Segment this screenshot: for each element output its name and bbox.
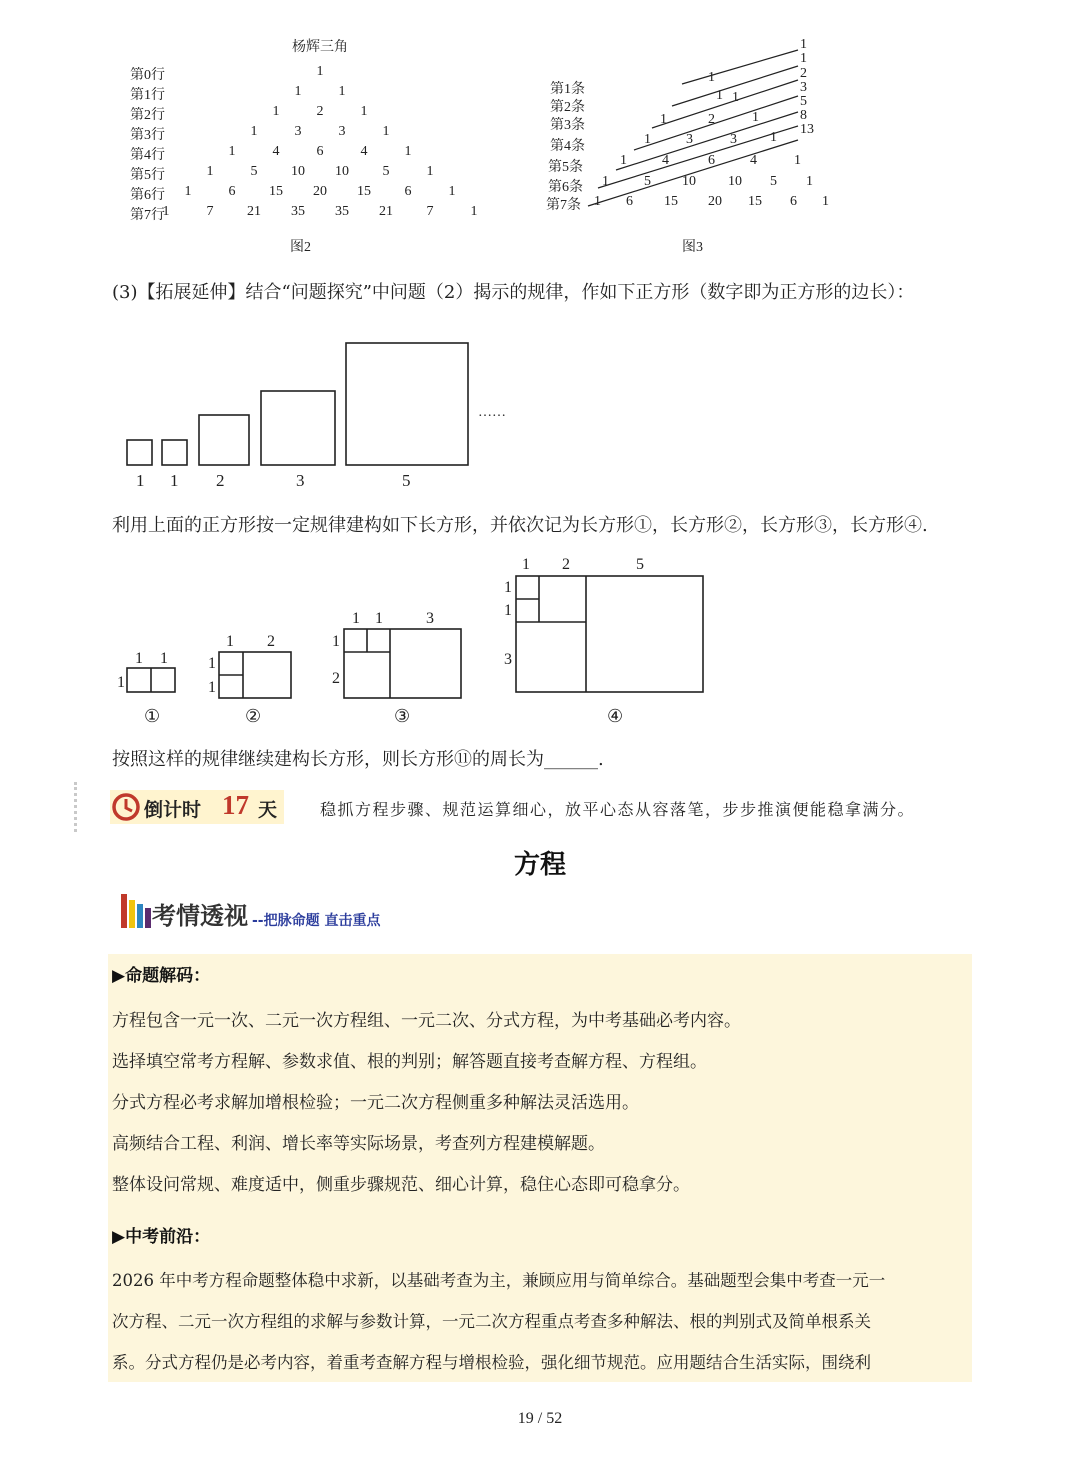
section-title: 方程 [513,850,566,880]
figure3-number: 5 [770,174,777,189]
rectangles-figure [110,550,730,732]
figure2-number: 1 [250,124,258,139]
figure2-number: 1 [206,164,214,179]
figure2-row-label: 第4行 [130,148,165,163]
figure2-number: 15 [357,184,371,199]
figure2-number: 21 [247,204,261,219]
figure3-line-label: 第2条 [550,100,585,115]
rect2-left-2: 1 [208,679,216,696]
figure2-number: 1 [162,204,170,219]
figure3-number: 1 [806,174,813,189]
figure2-row-label: 第5行 [130,168,165,183]
figure3-number: 4 [662,153,669,168]
figure2-number: 1 [360,104,368,119]
figure3-number: 1 [620,153,627,168]
figure3-sum-value: 8 [800,108,807,123]
figure3-number: 1 [732,90,739,105]
decode-line-2: 选择填空常考方程解、参数求值、根的判别；解答题直接考查解方程、方程组。 [112,1052,707,1072]
figure3-line-label: 第4条 [550,139,585,154]
figure3-sum-value: 2 [800,66,807,81]
figure2-number: 1 [382,124,390,139]
rect4-left-1: 1 [504,579,512,596]
frontier-line-3: 系。分式方程仍是必考内容，着重考查解方程与增根检验，强化细节规范。应用题结合生活实际，围绕利 [112,1353,871,1372]
binding-strip [74,782,85,832]
square-label-1b: 1 [170,471,179,490]
figure2-number: 7 [206,204,214,219]
countdown-motto: 稳抓方程步骤、规范运算细心，放平心态从容落笔，步步推演便能稳拿满分。 [320,800,916,819]
rect-intro: 利用上面的正方形按一定规律建构如下长方形，并依次记为长方形①，长方形②，长方形③，长方形④. [112,515,928,536]
figure3-number: 15 [664,194,678,209]
figure3-line-label: 第3条 [550,118,585,133]
rect2-top-1: 1 [226,633,234,650]
figure3-number: 6 [790,194,797,209]
figure3-number: 3 [686,132,693,147]
rect3-top-2: 1 [375,610,383,627]
square-label-5: 5 [402,471,411,490]
figure2-number: 3 [338,124,346,139]
decode-line-5: 整体设问常规、难度适中，侧重步骤规范、细心计算，稳住心态即可稳拿分。 [112,1175,690,1195]
figure2-number: 4 [272,144,280,159]
rect3-tag: ③ [394,706,411,726]
figure3-number: 4 [750,153,757,168]
rect4-top-3: 5 [636,556,644,573]
figure2-number: 1 [294,84,302,99]
figure2-row-label: 第7行 [130,208,165,223]
page-number: 19 / 52 [517,1410,563,1427]
rect1-left-1: 1 [117,674,125,691]
question3-ask: 按照这样的规律继续建构长方形，则长方形⑪的周长为______. [112,749,604,770]
rect3-top-3: 3 [426,610,434,627]
figure2-number: 1 [316,64,324,79]
analysis-banner [118,888,478,932]
figure3-number: 1 [594,194,601,209]
square-label-1a: 1 [136,471,145,490]
figure3-sum-value: 1 [800,37,807,52]
figure2-title: 杨辉三角 [292,40,348,55]
rect4-top-1: 1 [522,556,530,573]
pascal-triangle-figure [120,36,480,262]
decode-line-4: 高频结合工程、利润、增长率等实际场景，考查列方程建模解题。 [112,1134,605,1154]
decode-heading: ▶命题解码： [112,966,211,986]
figure3-line-label: 第7条 [546,198,581,213]
figure3-number: 1 [794,153,801,168]
figure2-number: 35 [335,204,349,219]
figure2-number: 7 [426,204,434,219]
countdown-days: 17 [222,790,249,820]
figure3-number: 10 [682,174,696,189]
frontier-heading: ▶中考前沿： [112,1227,211,1247]
decode-line-1: 方程包含一元一次、二元一次方程组、一元二次、分式方程，为中考基础必考内容。 [112,1011,741,1031]
rect2-top-2: 2 [267,633,275,650]
rect3-left-1: 1 [332,633,340,650]
square-2 [199,415,249,465]
countdown-badge [110,790,284,824]
figure3-number: 10 [728,174,742,189]
figure2-number: 6 [228,184,236,199]
figure2-row-label: 第3行 [130,128,165,143]
figure3-sum-value: 5 [800,94,807,109]
question3-prefix: (3)【拓展延伸】结合“问题探究”中问题（2）揭示的规律，作如下正方形（数字即为正方形的边长）： [112,282,915,303]
banner-subtitle: --把脉命题 直击重点 [252,913,381,929]
figure3-number: 1 [644,132,651,147]
figure3-number: 20 [708,194,722,209]
square-5 [346,343,468,465]
figure2-caption: 图2 [290,240,311,255]
rect4-tag: ④ [607,706,624,726]
figure2-number: 1 [272,104,280,119]
figure2-row-label: 第1行 [130,88,165,103]
figure2-number: 4 [360,144,368,159]
figure2-number: 21 [379,204,393,219]
figure3-number: 1 [822,194,829,209]
figure3-number: 15 [748,194,762,209]
figure2-row-label: 第6行 [130,188,165,203]
figure3-caption: 图3 [682,240,703,255]
squares-ellipsis: …… [478,405,506,420]
square-label-2: 2 [216,471,225,490]
rect3-left-2: 2 [332,670,340,687]
square-1a [127,440,152,465]
figure2-number: 1 [338,84,346,99]
diagonal-sum-figure [540,37,840,262]
figure3-line-label: 第5条 [548,160,583,175]
square-1b [162,440,187,465]
figure3-number: 5 [644,174,651,189]
figure2-number: 15 [269,184,283,199]
figure2-number: 5 [382,164,390,179]
figure2-number: 1 [448,184,456,199]
figure3-number: 6 [708,153,715,168]
figure3-line-label: 第6条 [548,180,583,195]
figure2-number: 10 [335,164,349,179]
figure3-number: 2 [708,112,715,127]
rect4-left-3: 3 [504,651,512,668]
squares-figure [120,336,540,496]
figure3-number: 1 [602,174,609,189]
figure2-number: 1 [470,204,478,219]
figure2-number: 10 [291,164,305,179]
figure3-number: 3 [730,132,737,147]
figure2-number: 3 [294,124,302,139]
figure2-number: 5 [250,164,258,179]
figure2-row-label: 第2行 [130,108,165,123]
figure3-number: 6 [626,194,633,209]
rect3-top-1: 1 [352,610,360,627]
decode-line-3: 分式方程必考求解加增根检验；一元二次方程侧重多种解法灵活选用。 [112,1093,639,1113]
square-label-3: 3 [296,471,305,490]
banner-title: 考情透视 [152,902,248,930]
figure3-line-label: 第1条 [550,82,585,97]
figure3-number: 1 [752,110,759,125]
rect2-left-1: 1 [208,655,216,672]
figure3-sum-value: 13 [800,122,814,137]
clock-icon [110,791,142,823]
rect4-top-2: 2 [562,556,570,573]
figure2-number: 20 [313,184,327,199]
bookshelf-icon [118,890,154,930]
figure3-sum-value: 3 [800,80,807,95]
rect1-tag: ① [144,706,161,726]
frontier-line-2: 次方程、二元一次方程组的求解与参数计算，一元二次方程重点考查多种解法、根的判别式及简单根系关 [112,1312,871,1331]
rect4-left-2: 1 [504,602,512,619]
figure2-number: 1 [184,184,192,199]
countdown-unit: 天 [258,799,278,821]
figure3-sum-value: 1 [800,51,807,66]
figure3-number: 1 [660,112,667,127]
rect2-tag: ② [245,706,262,726]
figure3-number: 1 [716,88,723,103]
square-3 [261,391,335,465]
figure2-row-label: 第0行 [130,68,165,83]
figure2-number: 6 [404,184,412,199]
figure2-number: 1 [426,164,434,179]
figure2-number: 1 [404,144,412,159]
figure2-number: 2 [316,104,324,119]
figure2-number: 35 [291,204,305,219]
figure3-number: 1 [708,70,715,85]
figure2-number: 6 [316,144,324,159]
figure2-number: 1 [228,144,236,159]
frontier-line-1: 2026 年中考方程命题整体稳中求新，以基础考查为主，兼顾应用与简单综合。基础题型会集中考查一元一 [112,1271,886,1290]
rect1-top-1: 1 [135,650,143,667]
countdown-label: 倒计时 [144,799,202,821]
rect1-top-2: 1 [160,650,168,667]
figure3-number: 1 [770,130,777,145]
